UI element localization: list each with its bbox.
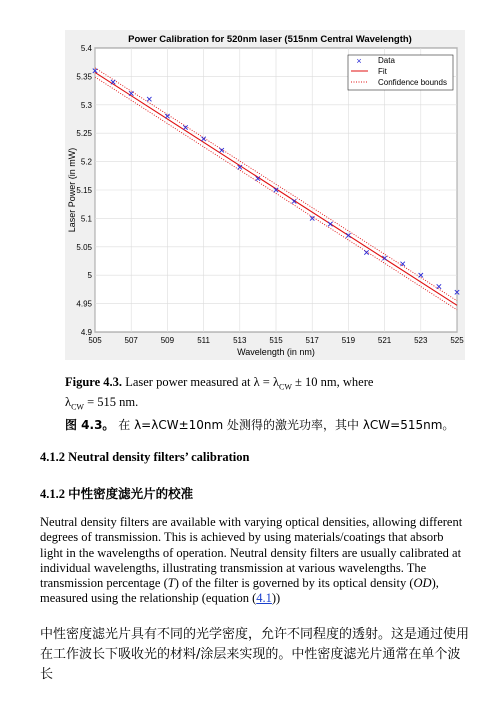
- x-axis-label: Wavelength (in nm): [237, 347, 315, 357]
- y-tick-label: 5: [87, 271, 92, 281]
- x-tick-label: 513: [233, 336, 247, 345]
- section-heading-cn: [40, 484, 193, 502]
- section-heading-cn-text: 4.1.2 中性密度滤光片的校准: [40, 487, 194, 501]
- x-tick-label: 507: [124, 336, 138, 345]
- equation-link[interactable]: 4.1: [256, 591, 272, 606]
- x-tick-label: 523: [414, 336, 428, 345]
- paragraph-en-od: OD: [413, 576, 432, 591]
- power-calibration-chart: [65, 30, 465, 360]
- y-tick-label: 5.35: [76, 72, 92, 82]
- legend-label-fit: Fit: [378, 67, 387, 76]
- x-tick-label: 525: [450, 336, 464, 345]
- y-tick-label: 5.15: [76, 186, 92, 195]
- caption-cn-label: 图 4.3。: [65, 418, 115, 432]
- caption-text-2b: = 515 nm.: [83, 394, 139, 409]
- caption-sub-1: CW: [279, 382, 292, 392]
- chart-title: Power Calibration for 520nm laser (515nm Central Wavelength): [128, 34, 412, 45]
- paragraph-en: [40, 515, 465, 607]
- figure-caption-cn: [65, 418, 454, 433]
- paragraph-cn: 中性密度滤光片具有不同的光学密度，允许不同程度的透射。这是通过使用在工作波长下吸收光的材料/涂层来实现的。中性密度滤光片通常在单个波长: [40, 627, 470, 682]
- x-tick-label: 521: [377, 336, 392, 345]
- y-tick-label: 4.9: [80, 328, 92, 337]
- y-axis-label: Laser Power (in mW): [67, 147, 77, 233]
- y-tick-label: 5.05: [76, 242, 92, 252]
- caption-text-2a: λ: [65, 394, 72, 409]
- legend-marker-data: ×: [356, 56, 362, 66]
- section-heading-en: 4.1.2 Neutral density filters’ calibration: [40, 450, 250, 464]
- x-tick-label: 505: [88, 336, 102, 345]
- paragraph-en-part-3: ), measured using the relationship (equation (: [40, 576, 439, 606]
- y-tick-label: 4.95: [76, 299, 92, 309]
- figure-caption-en: [65, 375, 373, 414]
- legend-label-data: Data: [378, 56, 395, 65]
- paragraph-en-part-1: Neutral density filters are available with varying optical densities, allowing different degrees of transmission. This is achieved by using materials/coatings that absorb light in the wavelengths of operation. Neutral density filters are usually calibrated at individual wavelengths, illustrating transmission at various wavelengths. The transmission percentage (: [40, 515, 463, 591]
- caption-label: Figure 4.3.: [65, 375, 123, 389]
- legend-label-confidence: Confidence bounds: [378, 78, 447, 87]
- x-tick-label: 519: [341, 336, 356, 345]
- paragraph-en-part-2: ) of the filter is governed by its optical density (: [174, 576, 414, 591]
- x-tick-label: 511: [197, 336, 210, 345]
- y-tick-label: 5.4: [80, 44, 92, 53]
- y-tick-label: 5.2: [80, 157, 92, 167]
- caption-sub-2: CW: [71, 402, 84, 411]
- x-tick-label: 509: [160, 336, 175, 345]
- caption-text-1b: ± 10 nm, where: [291, 375, 374, 389]
- paragraph-en-t: T: [167, 576, 175, 591]
- caption-cn-text: 在 λ=λCW±10nm 处测得的激光功率，其中 λCW=515nm。: [114, 418, 455, 432]
- legend: [348, 55, 453, 90]
- x-tick-label: 515: [269, 336, 283, 345]
- y-tick-label: 5.25: [76, 129, 92, 139]
- y-tick-label: 5.3: [80, 100, 92, 110]
- paragraph-en-part-4: )): [271, 591, 281, 606]
- x-tick-label: 517: [305, 336, 319, 345]
- y-tick-label: 5.1: [80, 214, 92, 224]
- caption-text-1: Laser power measured at λ = λ: [122, 375, 280, 389]
